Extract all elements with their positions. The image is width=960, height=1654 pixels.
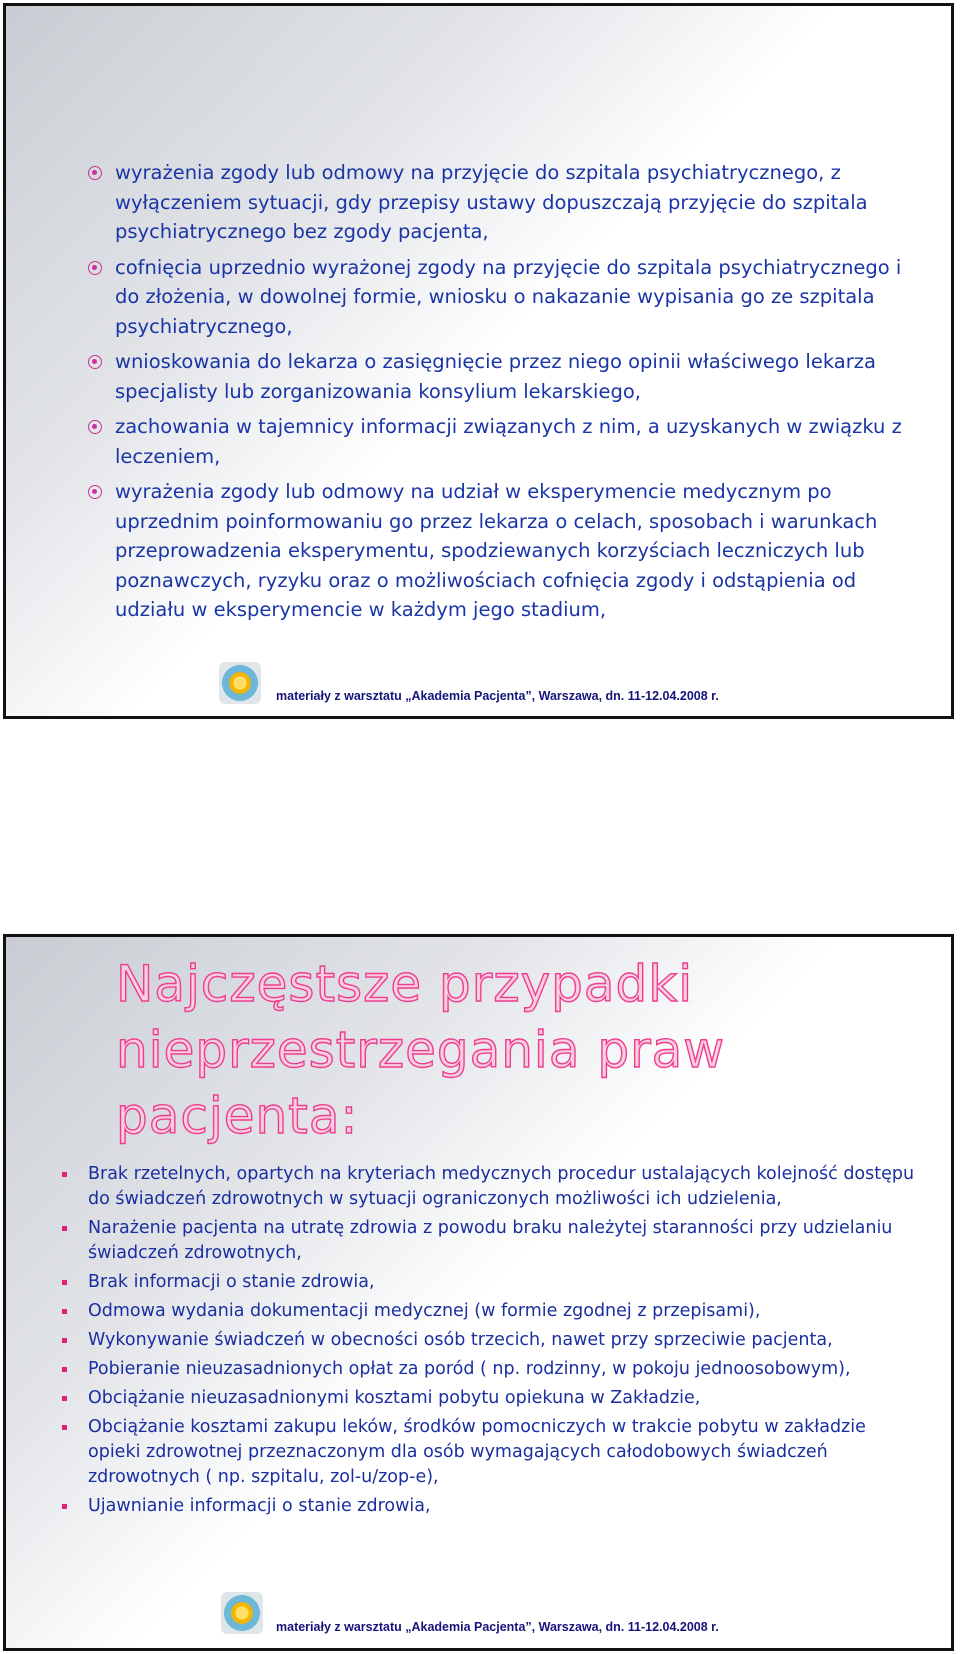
slide-violations <box>3 934 954 1651</box>
square-bullet-icon <box>62 1425 67 1430</box>
slide-title <box>116 951 916 1149</box>
square-bullet-icon <box>62 1396 67 1401</box>
list-item: Obciążanie kosztami zakupu leków, środków pomocniczych w trakcie pobytu w zakładzie opieki zdrowotnej przeznaczonym dla osób wymagających całodobowych świadczeń zdrowotnych ( np. szpitalu, zol-u/zop-e), <box>62 1415 922 1490</box>
list-item: Ujawnianie informacji o stanie zdrowia, <box>62 1494 922 1519</box>
list-item: Pobieranie nieuzasadnionych opłat za poród ( np. rodzinny, w pokoju jednoosobowym), <box>62 1357 922 1382</box>
square-bullet-icon <box>62 1172 67 1177</box>
slide-rights <box>3 3 954 719</box>
square-bullet-icon <box>62 1504 67 1509</box>
circle-bullet-icon <box>88 420 102 434</box>
slide-footer: materiały z warsztatu „Akademia Pacjenta”, Warszawa, dn. 11-12.04.2008 r. <box>276 1620 719 1634</box>
square-bullet-icon <box>62 1226 67 1231</box>
slide-footer: materiały z warsztatu „Akademia Pacjenta”, Warszawa, dn. 11-12.04.2008 r. <box>276 689 719 703</box>
square-bullet-icon <box>62 1338 67 1343</box>
akademia-logo-icon <box>221 1592 263 1634</box>
list-item: wnioskowania do lekarza o zasięgnięcie przez niego opinii właściwego lekarza specjalisty lub zorganizowania konsylium lekarskiego, <box>88 347 928 406</box>
title-line: pacjenta: <box>116 1087 359 1145</box>
akademia-logo-icon <box>219 662 261 704</box>
list-item: Odmowa wydania dokumentacji medycznej (w formie zgodnej z przepisami), <box>62 1299 922 1324</box>
list-item: Brak rzetelnych, opartych na kryteriach medycznych procedur ustalających kolejność dostępu do świadczeń zdrowotnych w sytuacji ograniczonych możliwości ich udzielenia, <box>62 1162 922 1212</box>
list-item: wyrażenia zgody lub odmowy na przyjęcie do szpitala psychiatrycznego, z wyłączeniem sytuacji, gdy przepisy ustawy dopuszczają przyjęcie do szpitala psychiatrycznego bez zgody pacjenta, <box>88 158 928 247</box>
square-bullet-icon <box>62 1367 67 1372</box>
title-line: Najczęstsze przypadki <box>116 955 694 1013</box>
list-item: Narażenie pacjenta na utratę zdrowia z powodu braku należytej staranności przy udzielaniu świadczeń zdrowotnych, <box>62 1216 922 1266</box>
circle-bullet-icon <box>88 261 102 275</box>
title-line: nieprzestrzegania praw <box>116 1021 726 1079</box>
circle-bullet-icon <box>88 485 102 499</box>
square-bullet-icon <box>62 1280 67 1285</box>
square-bullet-icon <box>62 1309 67 1314</box>
list-item: Brak informacji o stanie zdrowia, <box>62 1270 922 1295</box>
circle-bullet-icon <box>88 355 102 369</box>
circle-bullet-icon <box>88 166 102 180</box>
list-item: zachowania w tajemnicy informacji związanych z nim, a uzyskanych w związku z leczeniem, <box>88 412 928 471</box>
list-item: Wykonywanie świadczeń w obecności osób trzecich, nawet przy sprzeciwie pacjenta, <box>62 1328 922 1353</box>
list-item: Obciążanie nieuzasadnionymi kosztami pobytu opiekuna w Zakładzie, <box>62 1386 922 1411</box>
list-item: cofnięcia uprzednio wyrażonej zgody na przyjęcie do szpitala psychiatrycznego i do złożenia, w dowolnej formie, wniosku o nakazanie wypisania go ze szpitala psychiatrycznego, <box>88 253 928 342</box>
violations-list <box>62 1162 922 1523</box>
list-item: wyrażenia zgody lub odmowy na udział w eksperymencie medycznym po uprzednim poinformowaniu go przez lekarza o celach, sposobach i warunkach przeprowadzenia eksperymentu, spodziewanych korzyściach leczniczych lub poznawczych, ryzyku oraz o możliwościach cofnięcia zgody i odstąpienia od udziału w eksperymencie w każdym jego stadium, <box>88 477 928 625</box>
rights-list <box>88 158 928 631</box>
